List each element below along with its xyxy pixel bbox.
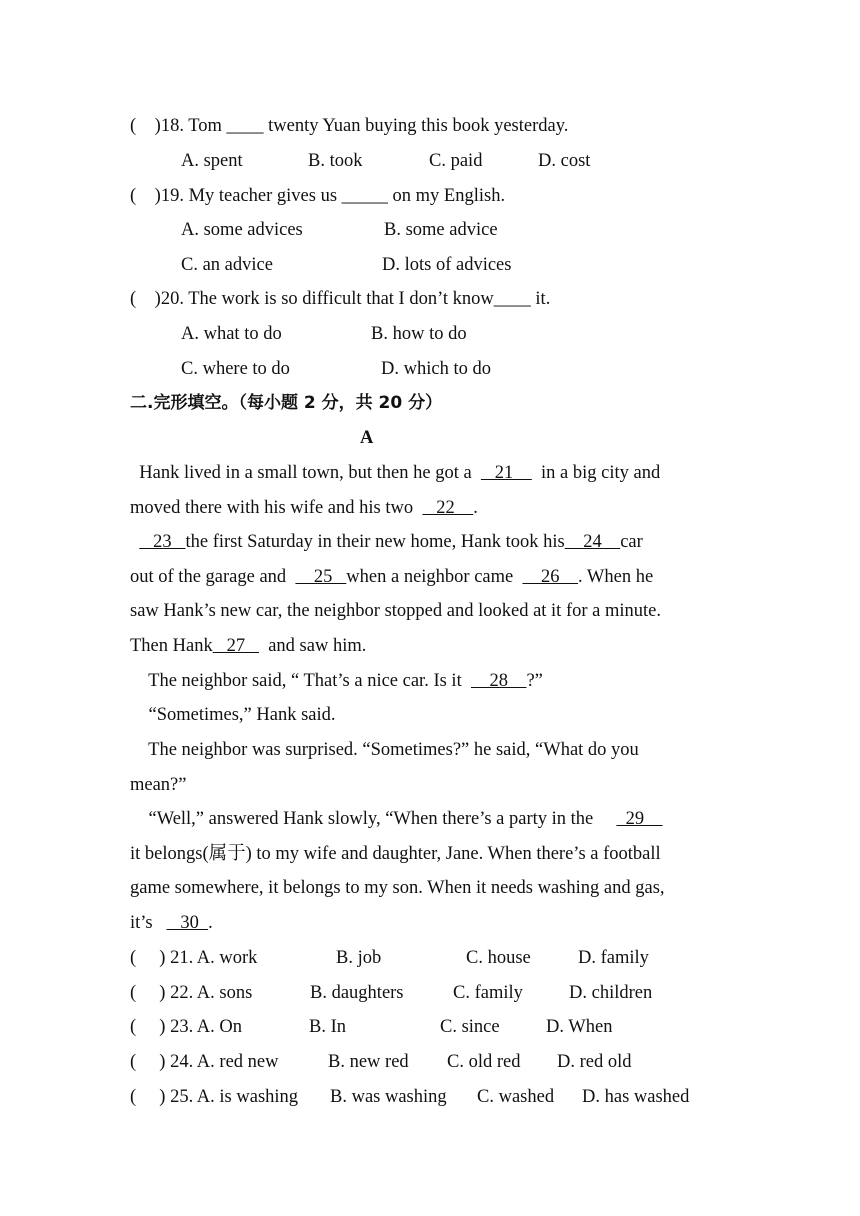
question-19-option-a: A. some advices: [181, 220, 303, 240]
blank-23: 23: [139, 532, 186, 552]
blank-30: 30: [166, 913, 209, 933]
cloze-25-option-b: B. was washing: [330, 1087, 447, 1107]
cloze-22-option-d: D. children: [569, 983, 653, 1003]
passage-line: Hank lived in a small town, but then he got a 21 in a big city and: [130, 463, 661, 483]
question-19-option-c: C. an advice: [181, 255, 273, 275]
question-18-option-c: C. paid: [429, 151, 483, 171]
passage-line: 23 the first Saturday in their new home, Hank took his 24 car: [139, 532, 643, 552]
cloze-23-option-b: B. In: [309, 1017, 346, 1037]
cloze-22-option-a: ( ) 22. A. sons: [130, 983, 253, 1003]
cloze-21-option-d: D. family: [578, 948, 649, 968]
blank-22: 22: [422, 498, 474, 518]
cloze-25-option-d: D. has washed: [582, 1087, 690, 1107]
blank-27: 27: [212, 636, 259, 656]
passage-line: it’s 30 .: [130, 913, 213, 933]
blank-28: 28: [470, 671, 527, 691]
passage-line: moved there with his wife and his two 22 .: [130, 498, 478, 518]
passage-line: mean?”: [130, 775, 187, 795]
question-20-option-b: B. how to do: [371, 324, 467, 344]
passage-line: “Sometimes,” Hank said.: [130, 705, 336, 725]
cloze-25-option-c: C. washed: [477, 1087, 555, 1107]
question-20-option-c: C. where to do: [181, 359, 290, 379]
question-20-stem: ( )20. The work is so difficult that I don’t know____ it.: [130, 289, 551, 309]
question-19-stem: ( )19. My teacher gives us _____ on my English.: [130, 186, 506, 206]
question-18-option-b: B. took: [308, 151, 363, 171]
passage-line: game somewhere, it belongs to my son. When it needs washing and gas,: [130, 878, 665, 898]
cloze-23-option-a: ( ) 23. A. On: [130, 1017, 243, 1037]
cloze-24-option-d: D. red old: [557, 1052, 632, 1072]
cloze-24-option-b: B. new red: [328, 1052, 409, 1072]
cloze-22-option-b: B. daughters: [310, 983, 404, 1003]
passage-line: Then Hank 27 and saw him.: [130, 636, 367, 656]
cloze-21-option-a: ( ) 21. A. work: [130, 948, 258, 968]
question-18-option-a: A. spent: [181, 151, 243, 171]
question-18-stem: ( )18. Tom ____ twenty Yuan buying this book yesterday.: [130, 116, 569, 136]
passage-line: The neighbor said, “ That’s a nice car. Is it 28 ?”: [130, 671, 543, 691]
blank-29: 29: [616, 809, 663, 829]
passage-label: A: [360, 428, 374, 448]
cloze-21-option-b: B. job: [336, 948, 382, 968]
blank-21: 21: [480, 463, 532, 483]
passage-line: out of the garage and 25 when a neighbor came 26 . When he: [130, 567, 654, 587]
cloze-22-option-c: C. family: [453, 983, 523, 1003]
section-heading: 二.完形填空。（每小题 2 分，共 20 分）: [130, 393, 443, 413]
question-20-option-d: D. which to do: [381, 359, 491, 379]
passage-line: The neighbor was surprised. “Sometimes?” he said, “What do you: [130, 740, 639, 760]
blank-24: 24: [564, 532, 621, 552]
question-20-option-a: A. what to do: [181, 324, 282, 344]
passage-line: “Well,” answered Hank slowly, “When there’s a party in the 29: [130, 809, 663, 829]
question-18-option-d: D. cost: [538, 151, 591, 171]
cloze-25-option-a: ( ) 25. A. is washing: [130, 1087, 299, 1107]
question-19-option-b: B. some advice: [384, 220, 498, 240]
question-19-option-d: D. lots of advices: [382, 255, 512, 275]
cloze-23-option-d: D. When: [546, 1017, 613, 1037]
cloze-24-option-c: C. old red: [447, 1052, 521, 1072]
blank-26: 26: [522, 567, 578, 587]
passage-line: it belongs(属于) to my wife and daughter, Jane. When there’s a football: [130, 844, 661, 864]
cloze-24-option-a: ( ) 24. A. red new: [130, 1052, 279, 1072]
blank-25: 25: [295, 567, 347, 587]
cloze-21-option-c: C. house: [466, 948, 531, 968]
cloze-23-option-c: C. since: [440, 1017, 500, 1037]
passage-line: saw Hank’s new car, the neighbor stopped and looked at it for a minute.: [130, 601, 661, 621]
